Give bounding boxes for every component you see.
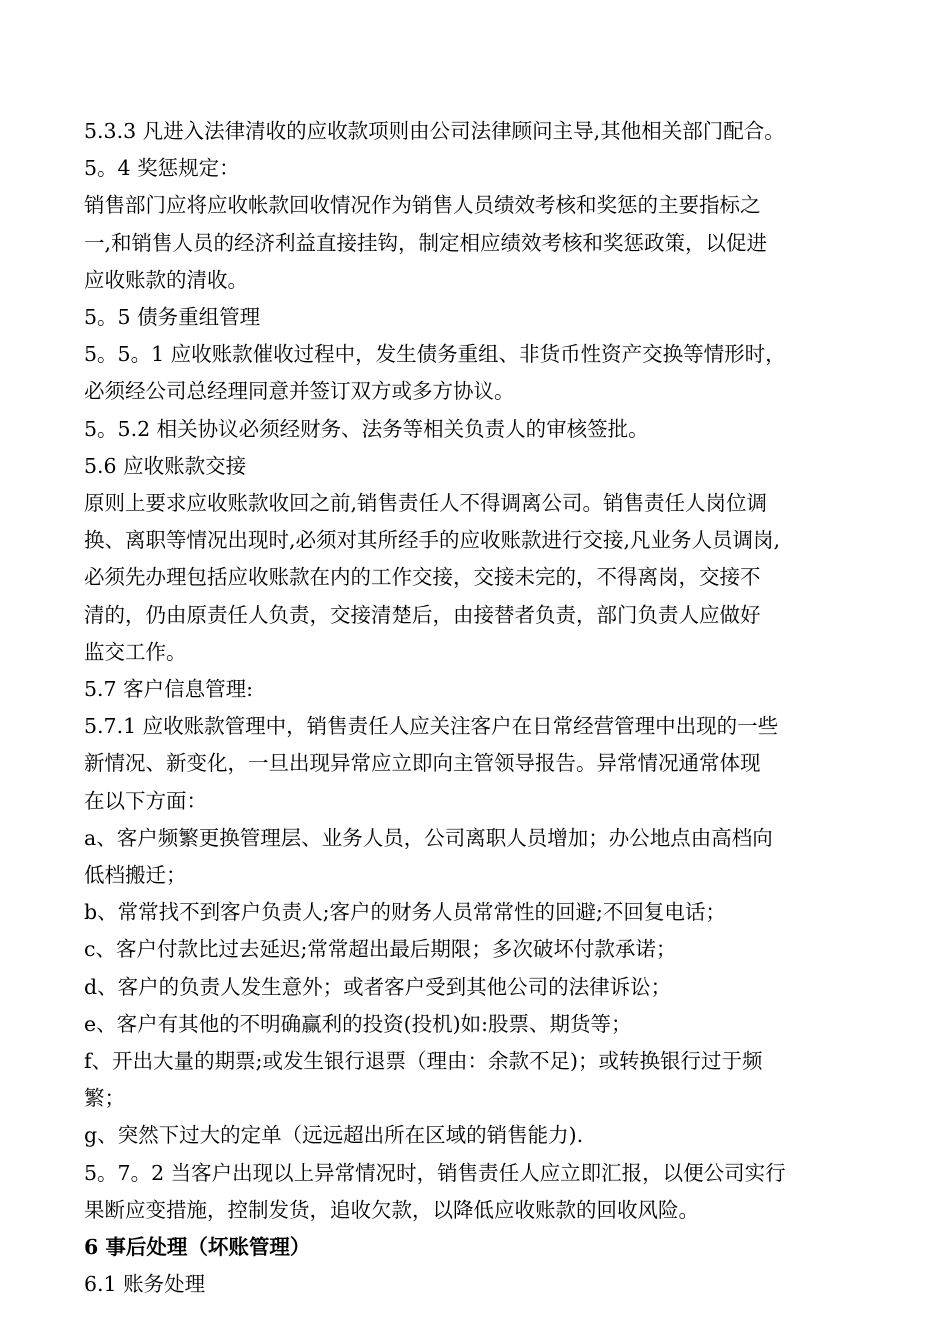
list-item: a、客户频繁更换管理层、业务人员，公司离职人员增加；办公地点由高档向 [84, 825, 773, 850]
list-item: e、客户有其他的不明确赢利的投资(投机)如:股票、期货等； [84, 1011, 632, 1036]
section-heading: 6.1 账务处理 [84, 1272, 206, 1297]
text-line: 一,和销售人员的经济利益直接挂钩，制定相应绩效考核和奖惩政策，以促进 [84, 230, 768, 255]
text-line: 5.7.1 应收账款管理中，销售责任人应关注客户在日常经营管理中出现的一些 [84, 714, 779, 739]
list-item: 繁； [84, 1086, 125, 1111]
text-line: 应收账款的清收。 [84, 267, 248, 292]
list-item: b、常常找不到客户负责人;客户的财务人员常常性的回避;不回复电话； [84, 900, 726, 925]
text-line: 必须经公司总经理同意并签订双方或多方协议。 [84, 379, 515, 404]
list-item: c、客户付款比过去延迟;常常超出最后期限；多次破坏付款承诺； [84, 937, 677, 962]
text-line: 换、离职等情况出现时,必须对其所经手的应收账款进行交接,凡业务人员调岗, [84, 528, 781, 553]
text-line: 在以下方面： [84, 788, 207, 813]
text-line: 监交工作。 [84, 639, 187, 664]
list-item: d、客户的负责人发生意外；或者客户受到其他公司的法律诉讼； [84, 974, 672, 999]
text-line: 5。7。2 当客户出现以上异常情况时，销售责任人应立即汇报，以便公司实行 [84, 1160, 786, 1185]
text-line: 5。5.2 相关协议必须经财务、法务等相关负责人的审核签批。 [84, 416, 649, 441]
text-line: 5。5。1 应收账款催收过程中，发生债务重组、非货币性资产交换等情形时， [84, 342, 786, 367]
list-item: g、突然下过大的定单（远远超出所在区域的销售能力). [84, 1123, 584, 1148]
chapter-heading: 6 事后处理（坏账管理） [84, 1235, 311, 1260]
text-line: 5.3.3 凡进入法律清收的应收款项则由公司法律顾问主导,其他相关部门配合。 [84, 119, 785, 143]
document-body [84, 113, 874, 1304]
section-heading: 5.6 应收账款交接 [84, 453, 247, 478]
text-line: 清的，仍由原责任人负责，交接清楚后，由接替者负责，部门负责人应做好 [84, 602, 761, 627]
list-item: 低档搬迁； [84, 863, 187, 888]
text-line: 原则上要求应收账款收回之前,销售责任人不得调离公司。销售责任人岗位调 [84, 491, 768, 516]
list-item: f、开出大量的期票;或发生银行退票（理由：余款不足)；或转换银行过于频 [84, 1049, 763, 1074]
section-heading: 5。5 债务重组管理 [84, 305, 261, 330]
text-line: 新情况、新变化，一旦出现异常应立即向主管领导报告。异常情况通常体现 [84, 751, 761, 776]
text-line: 果断应变措施，控制发货，追收欠款，以降低应收账款的回收风险。 [84, 1197, 699, 1222]
text-line: 必须先办理包括应收账款在内的工作交接，交接未完的，不得离岗，交接不 [84, 565, 761, 590]
text-line: 销售部门应将应收帐款回收情况作为销售人员绩效考核和奖惩的主要指标之 [84, 193, 761, 218]
section-heading: 5。4 奖惩规定： [84, 156, 240, 181]
section-heading: 5.7 客户信息管理: [84, 677, 254, 702]
